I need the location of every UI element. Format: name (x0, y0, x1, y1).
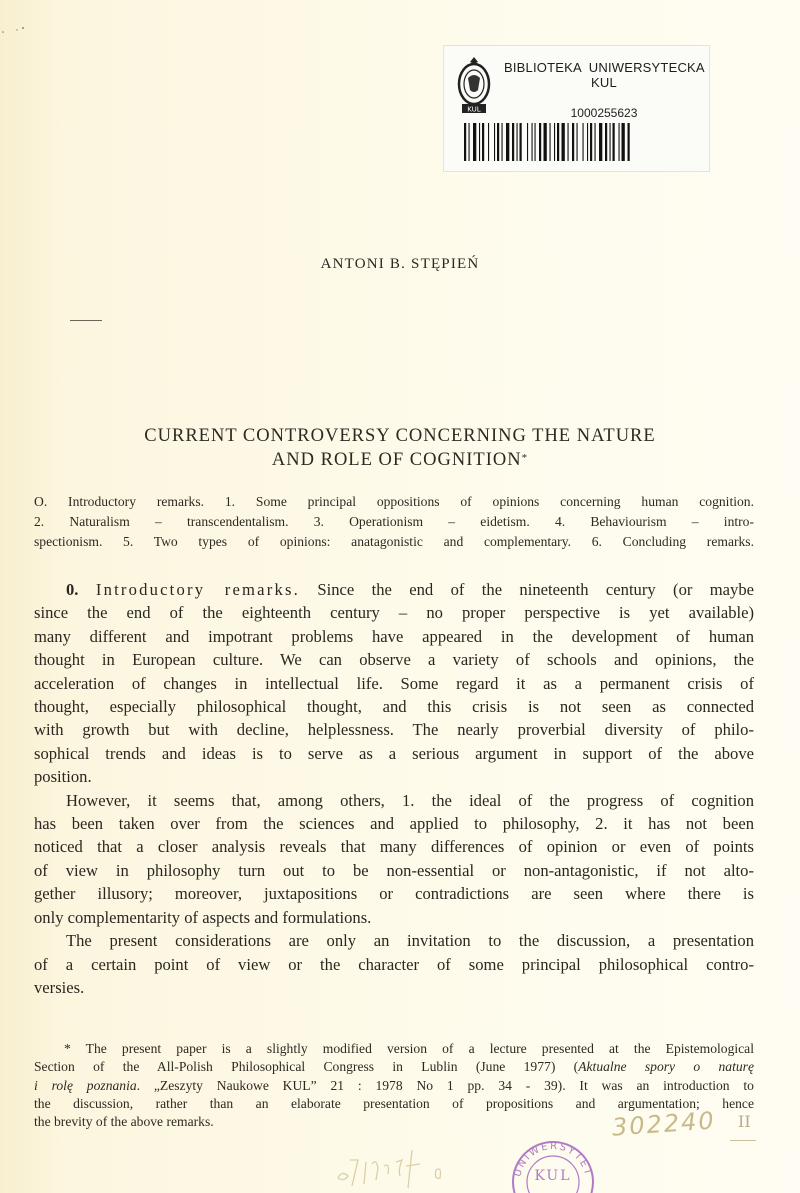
barcode-bar (610, 123, 611, 161)
barcode-bar (557, 123, 559, 161)
paragraph-line: since the end of the eighteenth century – no proper perspective is yet available) (34, 603, 754, 623)
barcode-bar (554, 123, 555, 161)
barcode-bar (572, 123, 574, 161)
svg-text:KUL: KUL (467, 105, 481, 114)
library-name-line1: BIBLIOTEKA UNIWERSYTECKA (504, 60, 705, 75)
footnote-line: the brevity of the above remarks. (34, 1114, 214, 1130)
barcode-bar (628, 123, 630, 161)
barcode-bar (550, 123, 551, 161)
barcode-bar (469, 123, 470, 161)
paragraph-line (34, 578, 754, 601)
barcode-bar (535, 123, 536, 161)
barcode-bar (512, 123, 514, 161)
paragraph-line: of a certain point of view or the character of some principal philosophical contro- (34, 954, 754, 974)
paragraph-line: has been taken over from the sciences and applied to philosophy, 2. it has not been (34, 814, 754, 834)
paragraph-line: sophical trends and ideas is to serve as a serious argument in support of the above (34, 743, 754, 763)
barcode-bar (482, 123, 484, 161)
title-line1: CURRENT CONTROVERSY CONCERNING THE NATURE (144, 426, 656, 446)
footnote-italic: i rolę poznania (34, 1077, 137, 1093)
library-name-line2: KUL (591, 75, 617, 90)
barcode-bar (613, 123, 615, 161)
barcode-bar (464, 123, 466, 161)
paragraph-line: thought in European culture. We can observe a variety of schools and opinions, the (34, 650, 754, 670)
library-code: 1000255623 (570, 106, 638, 120)
paragraph-line: However, it seems that, among others, 1. the ideal of the progress of cognition (66, 790, 754, 810)
footnote-line (34, 1077, 754, 1095)
paper-title (0, 424, 800, 472)
paragraph-line: with growth but with decline, helplessness. The nearly proverbial diversity of philo- (34, 720, 754, 740)
barcode-bar (619, 123, 620, 161)
handwritten-signature-icon (328, 1140, 468, 1190)
paragraph-line: versies. (34, 977, 85, 997)
paragraph-line: noticed that a closer analysis reveals that many differences of opinion or even of points (34, 837, 754, 857)
title-line2 (0, 448, 800, 472)
toc-line: O. Introductory remarks. 1. Some principal oppositions of opinions concerning human cognition. (34, 494, 754, 509)
paragraph-line: only complementarity of aspects and formulations. (34, 907, 372, 927)
barcode-bar (577, 123, 578, 161)
paragraph-line: gether illusory; moreover, juxtapositions or contradictions are seen where there is (34, 884, 754, 904)
footnote-line (34, 1058, 754, 1076)
barcode-bar (544, 123, 547, 161)
title-line2-text: AND ROLE OF COGNITION (271, 450, 522, 470)
barcode-bar (497, 123, 499, 161)
barcode-bar (590, 123, 592, 161)
footnote-italic: Aktualne spory o naturę (578, 1059, 755, 1075)
barcode-bar (494, 123, 495, 161)
barcode-bar (517, 123, 518, 161)
library-label (443, 45, 710, 172)
university-seal-icon (454, 54, 494, 116)
scan-speck-icon (0, 26, 30, 36)
library-name (504, 60, 704, 90)
svg-text:KUL: KUL (534, 1168, 572, 1184)
pencil-mark (730, 1140, 756, 1141)
body-text (34, 578, 754, 999)
paragraph-line: The present considerations are only an invitation to the discussion, a presentation (66, 931, 754, 951)
barcode-bar (599, 123, 602, 161)
table-of-contents (34, 492, 754, 552)
barcode-bar (562, 123, 565, 161)
barcode-bar (539, 123, 541, 161)
toc-line: 2. Naturalism – transcendentalism. 3. Operationism – eidetism. 4. Behaviourism – intro- (34, 514, 754, 529)
barcode-bar (583, 123, 584, 161)
paragraph-line: acceleration of changes in intellectual life. Some regard it as a permanent crisis of (34, 673, 754, 693)
divider (70, 320, 102, 321)
barcode-bar (595, 123, 596, 161)
footnote-line: the discussion, rather than an elaborate presentation of propositions and argumentation; hence (34, 1095, 754, 1111)
paragraph-line: position. (34, 767, 92, 787)
barcode-bar (506, 123, 509, 161)
library-stamp-icon (508, 1130, 598, 1193)
footnote-mark: * (521, 452, 529, 464)
barcode-bar (527, 123, 528, 161)
barcode-bar (587, 123, 588, 161)
footnote-text: Section of the All-Polish Philosophical Congress in Lublin (June 1977) ( (34, 1059, 579, 1075)
paragraph-line: thought, especially philosophical thought, and this crisis is not seen as connected (34, 697, 754, 717)
footnote-text: . „Zeszyty Naukowe KUL” 21 : 1978 No 1 pp. 34 - 39). It was an introduction to (136, 1077, 754, 1093)
toc-line: spectionism. 5. Two types of opinions: anatagonistic and complementary. 6. Concluding remarks. (34, 534, 754, 549)
svg-text:UNIWERSYTET: UNIWERSYTET (512, 1140, 594, 1179)
paragraph-line: many different and impotrant problems have appeared in the development of human (34, 626, 754, 646)
barcode-bar (622, 123, 625, 161)
barcode-bar (488, 123, 489, 161)
footnote-line: * The present paper is a slightly modified version of a lecture presented at the Epistemological (64, 1041, 754, 1056)
barcode-bar (502, 123, 503, 161)
section-number: 0. (66, 580, 79, 599)
roman-numeral: II (738, 1112, 751, 1131)
barcode-bar (473, 123, 476, 161)
handwritten-number: 302240 (611, 1106, 717, 1142)
author-name: ANTONI B. STĘPIEŃ (320, 256, 480, 272)
barcode-bar (532, 123, 533, 161)
paragraph-text: Since the end of the nineteenth century (or maybe (317, 580, 755, 599)
barcode-bar (520, 123, 522, 161)
barcode-icon (464, 123, 686, 161)
paragraph-line: of view in philosophy turn out to be non-essential or non-antagonistic, if not alto- (34, 860, 754, 880)
section-heading: Introductory remarks. (95, 580, 300, 599)
barcode-bar (479, 123, 480, 161)
barcode-bar (568, 123, 569, 161)
barcode-bar (605, 123, 607, 161)
